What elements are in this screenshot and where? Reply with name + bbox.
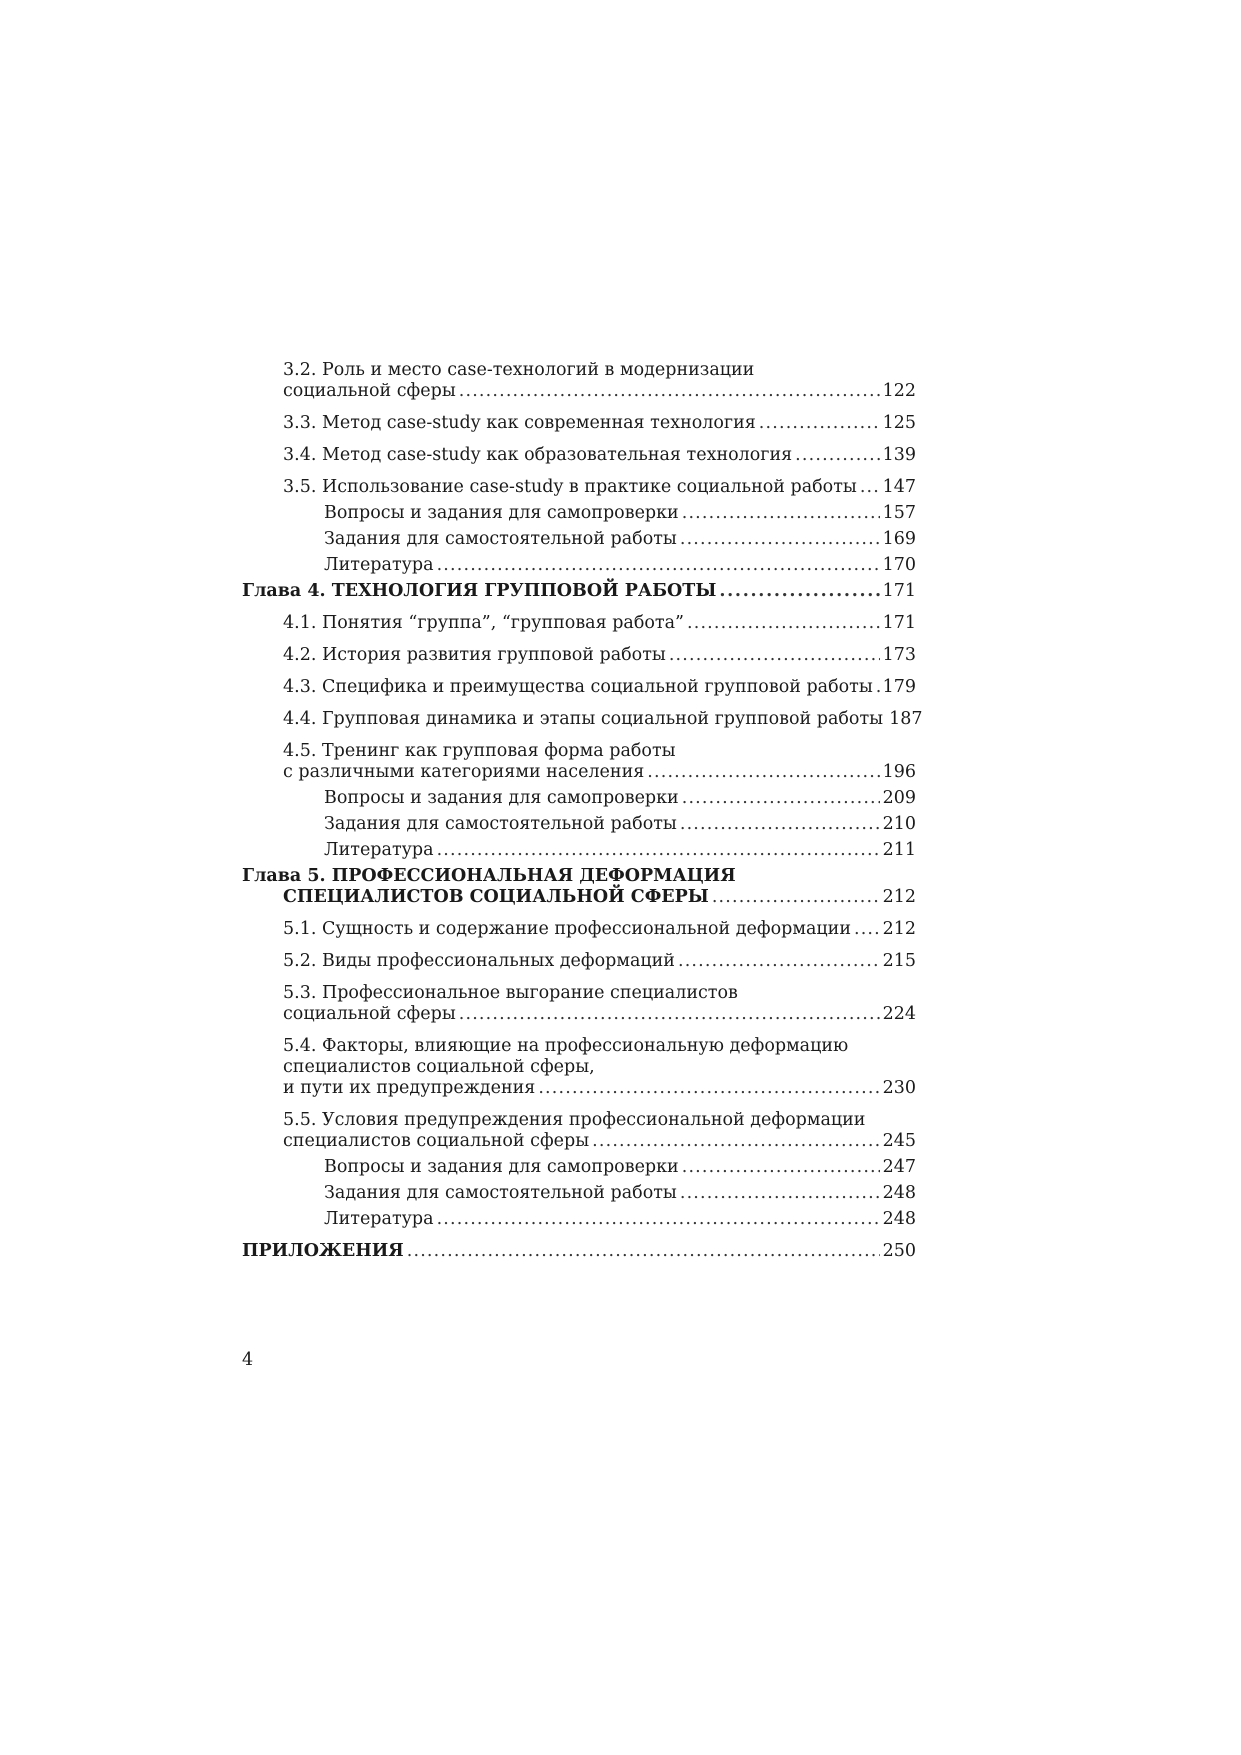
toc-entry-5-3 [242, 983, 916, 1025]
toc-page-number: 171 [882, 581, 916, 601]
toc-entry-label: 4.2. История развития групповой работы [283, 645, 666, 665]
toc-entry-5-4 [242, 1036, 916, 1099]
toc-page-number: 169 [882, 529, 916, 549]
dot-leader [759, 413, 880, 434]
dot-leader [687, 613, 880, 634]
toc-page-number: 187 [889, 709, 923, 729]
toc-entry-label: специалистов социальной сферы, [283, 1057, 595, 1077]
table-of-contents [242, 360, 923, 1273]
toc-entry-label: специалистов социальной сферы [283, 1131, 590, 1151]
toc-entry-label: Вопросы и задания для самопроверки [324, 503, 679, 523]
dot-leader [678, 951, 880, 972]
dot-leader [680, 529, 880, 550]
toc-entry-ch5-tasks [242, 1183, 916, 1204]
toc-entry-ch3-questions [242, 503, 916, 524]
toc-entry-label: Вопросы и задания для самопроверки [324, 1157, 679, 1177]
toc-entry-ch4-questions [242, 788, 916, 809]
toc-entry-label: и пути их предупреждения [283, 1078, 536, 1098]
toc-page-number: 230 [882, 1078, 916, 1098]
dot-leader [647, 762, 879, 783]
page-number: 4 [242, 1350, 254, 1370]
toc-appendix [242, 1241, 916, 1262]
toc-entry-label: 3.3. Метод case-study как современная технология [283, 413, 756, 433]
toc-chapter-title: СПЕЦИАЛИСТОВ СОЦИАЛЬНОЙ СФЕРЫ [283, 887, 709, 907]
toc-entry-label: с различными категориями населения [283, 762, 645, 782]
toc-entry-label: 5.2. Виды профессиональных деформаций [283, 951, 675, 971]
toc-page-number: 211 [882, 840, 916, 860]
toc-entry-label: 4.3. Специфика и преимущества социальной групповой работы [283, 677, 873, 697]
dot-leader [719, 581, 879, 602]
dot-leader [592, 1131, 879, 1152]
toc-entry-label: 5.3. Профессиональное выгорание специалистов [283, 983, 738, 1003]
toc-page-number: 147 [882, 477, 916, 497]
toc-page-number: 157 [882, 503, 916, 523]
toc-entry-4-2 [242, 645, 916, 666]
toc-page-number: 170 [882, 555, 916, 575]
toc-entry-label: Задания для самостоятельной работы [324, 814, 677, 834]
toc-entry-3-5 [242, 477, 916, 498]
toc-entry-5-2 [242, 951, 916, 972]
toc-entry-ch4-tasks [242, 814, 916, 835]
toc-entry-ch4-literature [242, 840, 916, 861]
toc-entry-3-4 [242, 445, 916, 466]
toc-entry-label: Вопросы и задания для самопроверки [324, 788, 679, 808]
toc-entry-3-3 [242, 413, 916, 434]
toc-entry-5-5 [242, 1110, 916, 1152]
toc-entry-ch5-questions [242, 1157, 916, 1178]
toc-entry-label: 4.5. Тренинг как групповая форма работы [283, 741, 676, 761]
toc-page-number: 209 [882, 788, 916, 808]
dot-leader [437, 1209, 880, 1230]
toc-entry-ch3-tasks [242, 529, 916, 550]
toc-chapter-title: ПРИЛОЖЕНИЯ [242, 1241, 404, 1261]
toc-page-number: 250 [882, 1241, 916, 1261]
toc-entry-label: Литература [324, 840, 434, 860]
dot-leader [680, 1183, 880, 1204]
dot-leader [459, 1004, 880, 1025]
toc-entry-label: Литература [324, 1209, 434, 1229]
toc-entry-label: Задания для самостоятельной работы [324, 529, 677, 549]
toc-page-number: 215 [882, 951, 916, 971]
toc-page-number: 210 [882, 814, 916, 834]
toc-entry-4-1 [242, 613, 916, 634]
dot-leader [854, 919, 880, 940]
dot-leader [682, 503, 880, 524]
toc-entry-label: 3.4. Метод case-study как образовательная технология [283, 445, 793, 465]
toc-entry-5-1 [242, 919, 916, 940]
dot-leader [795, 445, 879, 466]
toc-entry-ch3-literature [242, 555, 916, 576]
toc-page-number: 122 [882, 381, 916, 401]
dot-leader [876, 677, 880, 698]
toc-entry-label: социальной сферы [283, 1004, 456, 1024]
toc-entry-label: 5.4. Факторы, влияющие на профессиональную деформацию [283, 1036, 849, 1056]
dot-leader [680, 814, 880, 835]
dot-leader [437, 555, 880, 576]
toc-entry-4-4 [242, 709, 923, 730]
dot-leader [860, 477, 880, 498]
toc-page-number: 212 [882, 887, 916, 907]
toc-chapter-title: Глава 5. ПРОФЕССИОНАЛЬНАЯ ДЕФОРМАЦИЯ [242, 866, 736, 886]
toc-chapter-title: Глава 4. ТЕХНОЛОГИЯ ГРУППОВОЙ РАБОТЫ [242, 581, 717, 601]
toc-page-number: 248 [882, 1209, 916, 1229]
dot-leader [712, 887, 880, 908]
toc-entry-label: 3.2. Роль и место case-технологий в модернизации [283, 360, 755, 380]
toc-entry-ch5-literature [242, 1209, 916, 1230]
toc-page-number: 125 [882, 413, 916, 433]
toc-entry-label: 4.1. Понятия “группа”, “групповая работа” [283, 613, 684, 633]
toc-page-number: 248 [882, 1183, 916, 1203]
toc-page-number: 139 [882, 445, 916, 465]
toc-chapter-4 [242, 581, 916, 602]
toc-chapter-5 [242, 866, 916, 908]
toc-entry-label: 5.1. Сущность и содержание профессиональной деформации [283, 919, 851, 939]
dot-leader [682, 788, 880, 809]
toc-page-number: 224 [882, 1004, 916, 1024]
toc-entry-4-5 [242, 741, 916, 783]
dot-leader [459, 381, 880, 402]
dot-leader [407, 1241, 880, 1262]
toc-entry-label: Литература [324, 555, 434, 575]
toc-entry-3-2 [242, 360, 916, 402]
dot-leader [682, 1157, 880, 1178]
dot-leader [669, 645, 880, 666]
toc-entry-label: 4.4. Групповая динамика и этапы социальной групповой работы [283, 709, 884, 729]
toc-page-number: 245 [882, 1131, 916, 1151]
dot-leader [437, 840, 880, 861]
toc-page-number: 212 [882, 919, 916, 939]
toc-page-number: 179 [882, 677, 916, 697]
dot-leader [538, 1078, 879, 1099]
toc-entry-label: 3.5. Использование case-study в практике социальной работы [283, 477, 857, 497]
toc-page-number: 173 [882, 645, 916, 665]
toc-entry-4-3 [242, 677, 916, 698]
toc-entry-label: Задания для самостоятельной работы [324, 1183, 677, 1203]
toc-page-number: 171 [882, 613, 916, 633]
toc-entry-label: 5.5. Условия предупреждения профессиональной деформации [283, 1110, 866, 1130]
toc-entry-label: социальной сферы [283, 381, 456, 401]
toc-page-number: 196 [882, 762, 916, 782]
toc-page-number: 247 [882, 1157, 916, 1177]
